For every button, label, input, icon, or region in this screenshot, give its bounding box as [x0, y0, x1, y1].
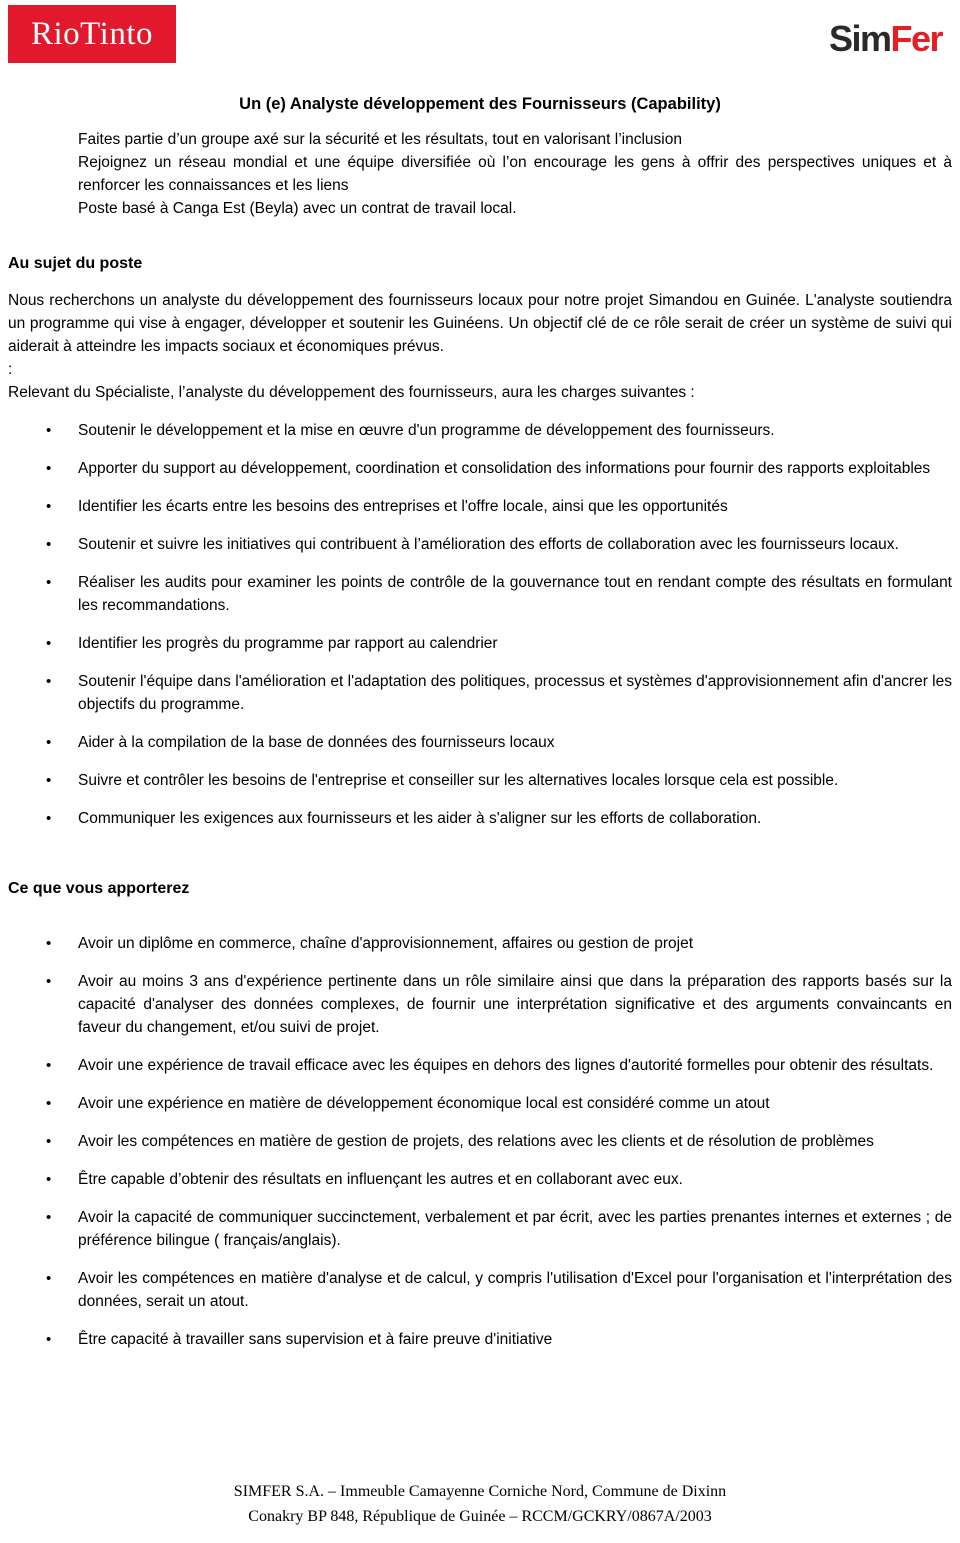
requirement-item: • Avoir un diplôme en commerce, chaîne d'approvisionnement, affaires ou gestion de projet	[8, 932, 952, 955]
document-footer	[8, 1471, 952, 1529]
simfer-logo	[828, 18, 942, 59]
simfer-logo-text-red: Fer	[890, 18, 942, 59]
duties-lead-in: Relevant du Spécialiste, l’analyste du développement des fournisseurs, aura les charges suivantes :	[8, 384, 695, 401]
duty-item: • Apporter du support au développement, coordination et consolidation des informations pour fournir des rapports exploitables	[8, 457, 952, 480]
duty-item: • Communiquer les exigences aux fournisseurs et les aider à s'aligner sur les efforts de collaboration.	[8, 807, 952, 830]
document-header	[8, 5, 952, 63]
about-paragraph: Nous recherchons un analyste du développement des fournisseurs locaux pour notre projet Simandou en Guinée. L'analyste soutiendra un programme qui vise à engager, développer et soutenir les Guinéens. Un objectif clé de ce rôle serait de créer un système de suivi qui aiderait à atteindre les impacts sociaux et économiques prévus.	[8, 292, 952, 355]
requirement-item: • Avoir une expérience en matière de développement économique local est considéré comme un atout	[8, 1092, 952, 1115]
duties-list	[8, 419, 952, 845]
intro-block	[78, 128, 952, 220]
requirement-item: • Être capable d’obtenir des résultats en influençant les autres et en collaborant avec eux.	[8, 1168, 952, 1191]
footer-address-line-2: Conakry BP 848, République de Guinée – RCCM/GCKRY/0867A/2003	[248, 1508, 712, 1525]
rio-tinto-logo	[8, 5, 176, 63]
rio-tinto-logo-text: RioTinto	[30, 15, 153, 52]
requirement-item: • Avoir une expérience de travail efficace avec les équipes en dehors des lignes d'autorité formelles pour obtenir des résultats.	[8, 1054, 952, 1077]
duty-item: • Soutenir le développement et la mise en œuvre d'un programme de développement des fournisseurs.	[8, 419, 952, 442]
duty-item: • Identifier les écarts entre les besoins des entreprises et l'offre locale, ainsi que les opportunités	[8, 495, 952, 518]
page-title: Un (e) Analyste développement des Fournisseurs (Capability)	[239, 95, 721, 113]
footer-address-line-1: SIMFER S.A. – Immeuble Camayenne Corniche Nord, Commune de Dixinn	[233, 1483, 727, 1500]
requirement-item: • Avoir au moins 3 ans d'expérience pertinente dans un rôle similaire ainsi que dans la préparation des rapports basés sur la capacité d'analyser des données complexes, de fournir une interprétation significative et des arguments convaincants en faveur du changement, et/ou suivi de projet.	[8, 970, 952, 1039]
requirements-list	[8, 932, 952, 1366]
intro-line-2: Rejoignez un réseau mondial et une équipe diversifiée où l’on encourage les gens à offrir des perspectives uniques et à renforcer les connaissances et les liens	[78, 154, 952, 194]
duty-item: • Suivre et contrôler les besoins de l'entreprise et conseiller sur les alternatives locales lorsque cela est possible.	[8, 769, 952, 792]
requirement-item: • Avoir les compétences en matière d'analyse et de calcul, y compris l'utilisation d'Excel pour l'organisation et l'interprétation des données, serait un atout.	[8, 1267, 952, 1313]
section-heading-bring: Ce que vous apporterez	[8, 880, 190, 897]
requirement-item: • Avoir les compétences en matière de gestion de projets, des relations avec les clients et de résolution de problèmes	[8, 1130, 952, 1153]
section-heading-about: Au sujet du poste	[8, 255, 143, 272]
simfer-logo-text-dark: Sim	[828, 18, 891, 59]
requirement-item: • Être capacité à travailler sans supervision et à faire preuve d'initiative	[8, 1328, 952, 1351]
intro-line-3: Poste basé à Canga Est (Beyla) avec un contrat de travail local.	[78, 200, 517, 217]
duty-item: • Soutenir et suivre les initiatives qui contribuent à l’amélioration des efforts de collaboration avec les fournisseurs locaux.	[8, 533, 952, 556]
intro-line-1: Faites partie d’un groupe axé sur la sécurité et les résultats, tout en valorisant l’inclusion	[78, 131, 682, 148]
requirement-item: • Avoir la capacité de communiquer succinctement, verbalement et par écrit, avec les parties prenantes internes et externes ; de préférence bilingue ( français/anglais).	[8, 1206, 952, 1252]
duty-item: • Aider à la compilation de la base de données des fournisseurs locaux	[8, 731, 952, 754]
duty-item: • Réaliser les audits pour examiner les points de contrôle de la gouvernance tout en rendant compte des résultats en formulant les recommandations.	[8, 571, 952, 617]
duty-item: • Identifier les progrès du programme par rapport au calendrier	[8, 632, 952, 655]
colon-line: :	[8, 361, 13, 378]
duty-item: • Soutenir l'équipe dans l'amélioration et l'adaptation des politiques, processus et systèmes d'approvisionnement afin d'ancrer les objectifs du programme.	[8, 670, 952, 716]
